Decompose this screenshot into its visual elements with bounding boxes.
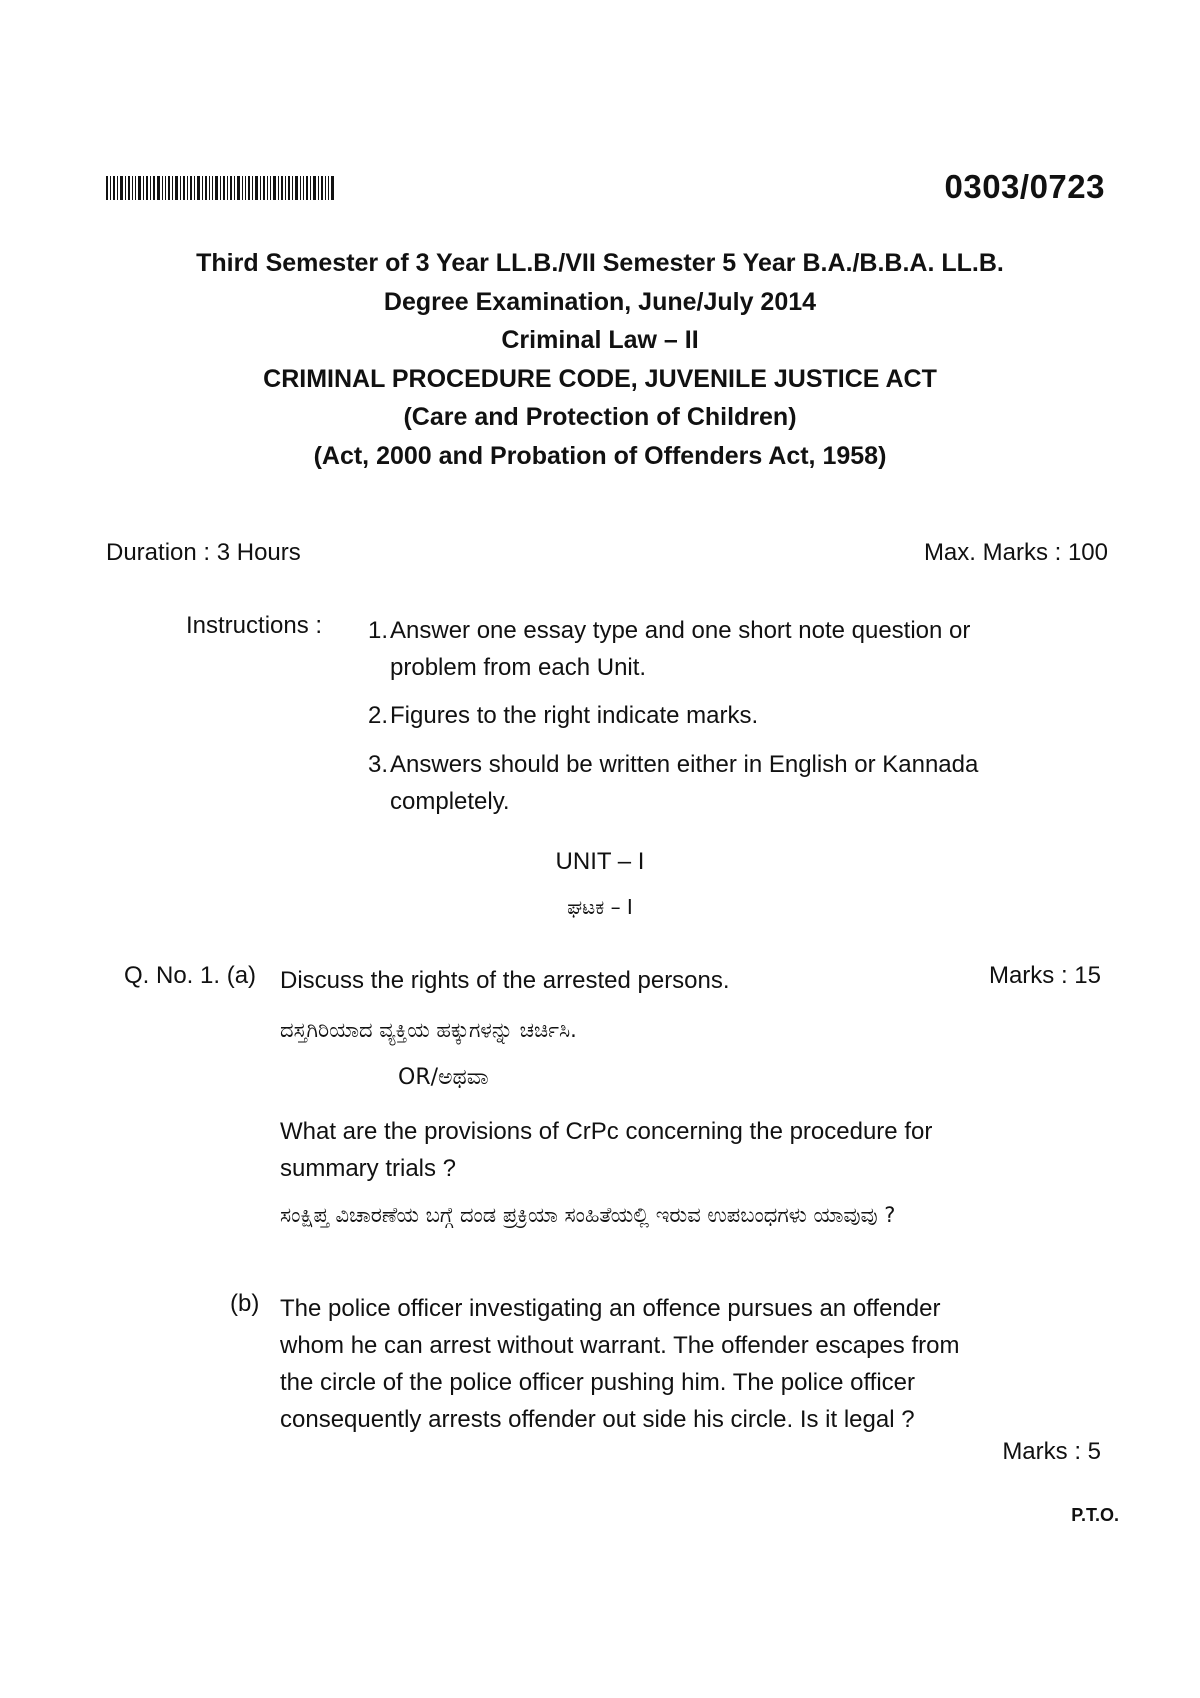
question-1a-alt-text: What are the provisions of CrPc concerning the procedure for summary trials ? — [280, 1118, 933, 1182]
instruction-number: 3. — [367, 751, 388, 778]
heading-line-6: (Act, 2000 and Probation of Offenders Act, 1958) — [313, 441, 887, 470]
question-1a-text: Discuss the rights of the arrested persons. — [280, 967, 730, 994]
question-1b-label: (b) — [230, 1290, 260, 1317]
question-label: Q. No. 1. (a) — [124, 962, 257, 989]
heading-line-3: Criminal Law – II — [501, 326, 699, 354]
question-1a-marks: Marks : 15 — [988, 962, 1101, 989]
heading-line-4: CRIMINAL PROCEDURE CODE, JUVENILE JUSTICE ACT — [263, 364, 937, 393]
max-marks: Max. Marks : 100 — [923, 539, 1108, 566]
paper-code: 0303/0723 — [944, 168, 1105, 205]
heading-line-5: (Care and Protection of Children) — [403, 403, 797, 431]
instruction-text: Answer one essay type and one short note question or problem from each Unit. — [390, 617, 971, 681]
question-1b-text: The police officer investigating an offence pursues an offender whom he can arrest without warrant. The offender escapes from the circle of the police officer pushing him. The police officer consequently arrests offender out side his circle. Is it legal ? — [280, 1295, 960, 1433]
instruction-item — [358, 746, 1058, 820]
or-separator — [398, 1058, 698, 1096]
page-turn-over: P.T.O. — [1071, 1505, 1119, 1525]
exam-heading — [0, 244, 1200, 475]
or-text: OR/ಅಥವಾ — [398, 1065, 489, 1090]
instruction-number: 2. — [367, 702, 388, 729]
instruction-number: 1. — [367, 617, 388, 644]
instruction-text: Figures to the right indicate marks. — [390, 702, 759, 729]
instructions-label: Instructions : — [186, 612, 323, 639]
barcode — [106, 176, 334, 200]
instruction-item — [358, 697, 1058, 734]
instruction-text: Answers should be written either in English or Kannada completely. — [390, 751, 979, 815]
question-1b-marks: Marks : 5 — [1002, 1438, 1101, 1465]
heading-line-2: Degree Examination, June/July 2014 — [383, 287, 817, 316]
duration: Duration : 3 Hours — [106, 539, 301, 566]
unit-title: UNIT – I — [555, 848, 645, 875]
heading-line-1: Third Semester of 3 Year LL.B./VII Semester 5 Year B.A./B.B.A. LL.B. — [196, 249, 1004, 277]
instruction-item — [358, 612, 1058, 686]
question-1a-text-kannada: ದಸ್ತಗಿರಿಯಾದ ವ್ಯಕ್ತಿಯ ಹಕ್ಕುಗಳನ್ನು ಚರ್ಚಿಸಿ. — [280, 1018, 577, 1042]
question-1a-alt-text-kannada: ಸಂಕ್ಷಿಪ್ತ ವಿಚಾರಣೆಯ ಬಗ್ಗೆ ದಂಡ ಪ್ರಕ್ರಿಯಾ ಸಂಹಿತೆಯಲ್ಲಿ ಇರುವ ಉಪಬಂಧಗಳು ಯಾವುವು ? — [280, 1203, 896, 1227]
unit-title-kannada: ಘಟಕ – I — [567, 895, 633, 919]
